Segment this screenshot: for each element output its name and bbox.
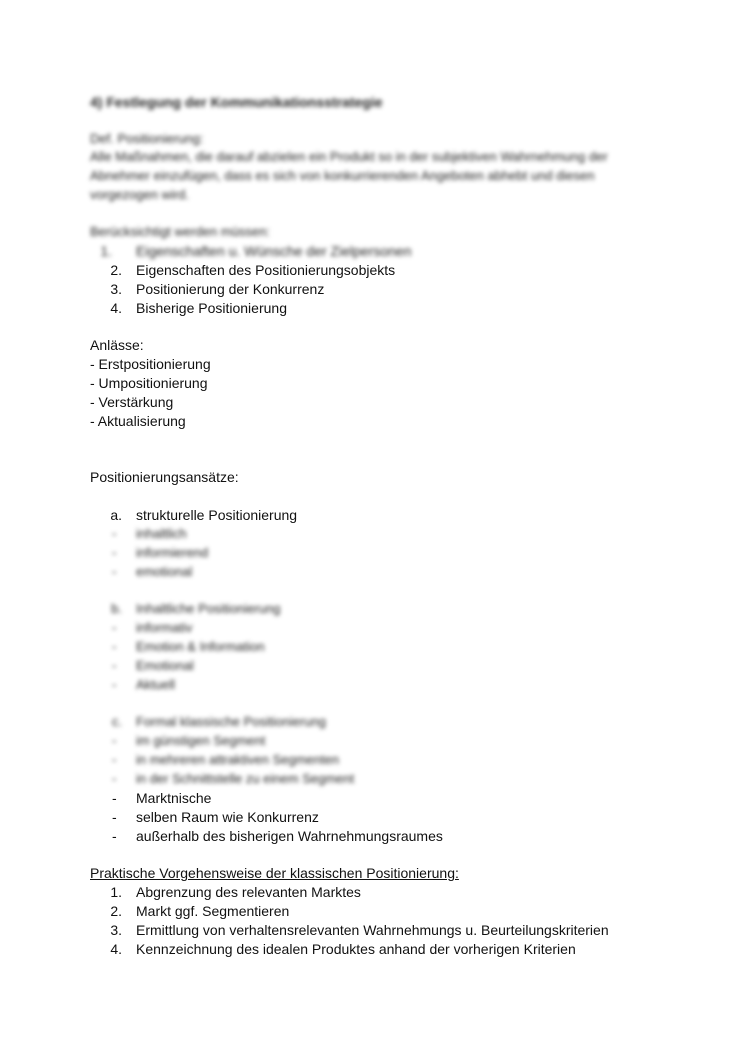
list-item-text: Abgrenzung des relevanten Marktes [136,884,361,900]
list-item-text: Emotion & Information [136,639,265,654]
list-item: - Erstpositionierung [90,356,211,372]
list-item-text: strukturelle Positionierung [136,507,298,523]
considerations-label: Berücksichtigt werden müssen: [90,224,270,239]
approaches-label: Positionierungsansätze: [90,469,239,485]
list-item-text: in der Schnittstelle zu einem Segment [136,771,355,786]
list-item: - informierend [112,545,209,560]
list-item-text: Markt ggf. Segmentieren [136,903,290,919]
list-item: - Aktuell [112,677,176,692]
list-item: - Aktualisierung [90,413,186,429]
list-item: - Emotion & Information [112,639,265,654]
list-item: - im günstigen Segment [112,733,266,748]
definition-line: Abnehmer einzufügen, dass es sich von konkurrierenden Angeboten abhebt und diesen [90,168,595,183]
list-item-text: Kennzeichnung des idealen Produktes anhand der vorherigen Kriterien [136,941,576,957]
definition-line: vorgezogen wird. [90,187,189,202]
list-item: - informativ [112,620,193,635]
list-item-text: selben Raum wie Konkurrenz [136,809,319,825]
definition-line: Alle Maßnahmen, die darauf abzielen ein Produkt so in der subjektiven Wahrnehmung der [90,149,608,164]
list-item-text: Bisherige Positionierung [136,300,287,316]
list-item-text: informativ [136,620,193,635]
list-item: - Marktnische [112,790,212,806]
list-item-text: Positionierung der Konkurrenz [136,281,325,297]
list-item: - Emotional [112,658,194,673]
list-item-text: Emotional [136,658,194,673]
document-page: 4) Festlegung der Kommunikationsstrategie Def. Positionierung: Alle Maßnahmen, die darauf abzielen ein Produkt so in der subjektiven Wahrnehmung der Abnehmer einzufügen, dass es sich von konkurrierenden Angeboten abhebt und diesen vorgezogen wird. Berücksichtigt werden müssen: 1. Eigenschaften u. Wünsche der Zielpersonen 2. Eigenschaften des Positionierungsobjekts 3. Positionierung der Konkurrenz 4. Bisherige Positionierung Anlässe: - Erstpositionierung - Umpositionierung - Verstärkung - Aktualisierung Positionierungsansätze: a. strukturelle Positionierung - inhaltlich - informierend - emotional b. Inhaltliche Positionierung - informativ - Emotion & Information - Emotional - Aktuell c. Formal klassische Positionierung - im günstigen Segment - in mehreren attraktiven Segmenten - in der Schnittstelle zu einem Segment - Marktnische - selben Raum wie Konkurrenz - außerhalb des bisherigen Wahrnehmungsraumes Praktische Vorgehensweise der klassischen Positionierung: 1. Abgrenzung des relevanten Marktes 2. Markt ggf. Segmentieren 3. Ermittlung von verhaltensrelevanten Wahrnehmungs u. Beurteilungskriterien 4. Kennzeichnung des idealen Produktes anhand der vorherigen Kriterien [0,0,750,1060]
list-item-text: Inhaltliche Positionierung [136,601,281,616]
section-heading: 4) Festlegung der Kommunikationsstrategie [90,94,383,110]
definition-label: Def. Positionierung: [90,131,204,146]
list-item-text: Formal klassische Positionierung [136,714,327,729]
list-item: - inhaltlich [112,526,187,541]
list-item: - in der Schnittstelle zu einem Segment [112,771,355,786]
list-item: - außerhalb des bisherigen Wahrnehmungsraumes [112,828,443,844]
list-item-text: Eigenschaften des Positionierungsobjekts [136,262,396,278]
list-item-text: Ermittlung von verhaltensrelevanten Wahrnehmungs u. Beurteilungskriterien [136,922,609,938]
list-item-text: außerhalb des bisherigen Wahrnehmungsraumes [136,828,443,844]
list-item: - Verstärkung [90,394,174,410]
list-item: - selben Raum wie Konkurrenz [112,809,319,825]
list-item: - in mehreren attraktiven Segmenten [112,752,340,767]
list-item: - Umpositionierung [90,375,208,391]
list-item-text: im günstigen Segment [136,733,266,748]
list-item-text: emotional [136,564,193,579]
list-item-text: Aktuell [136,677,176,692]
list-item-text: Marktnische [136,790,212,806]
practical-label: Praktische Vorgehensweise der klassischen Positionierung: [90,865,459,881]
list-item-text: inhaltlich [136,526,187,541]
occasions-label: Anlässe: [90,337,144,353]
list-item-text: informierend [136,545,209,560]
list-item-text: Eigenschaften u. Wünsche der Zielpersonen [136,243,412,259]
list-item: - emotional [112,564,193,579]
list-item-text: in mehreren attraktiven Segmenten [136,752,340,767]
